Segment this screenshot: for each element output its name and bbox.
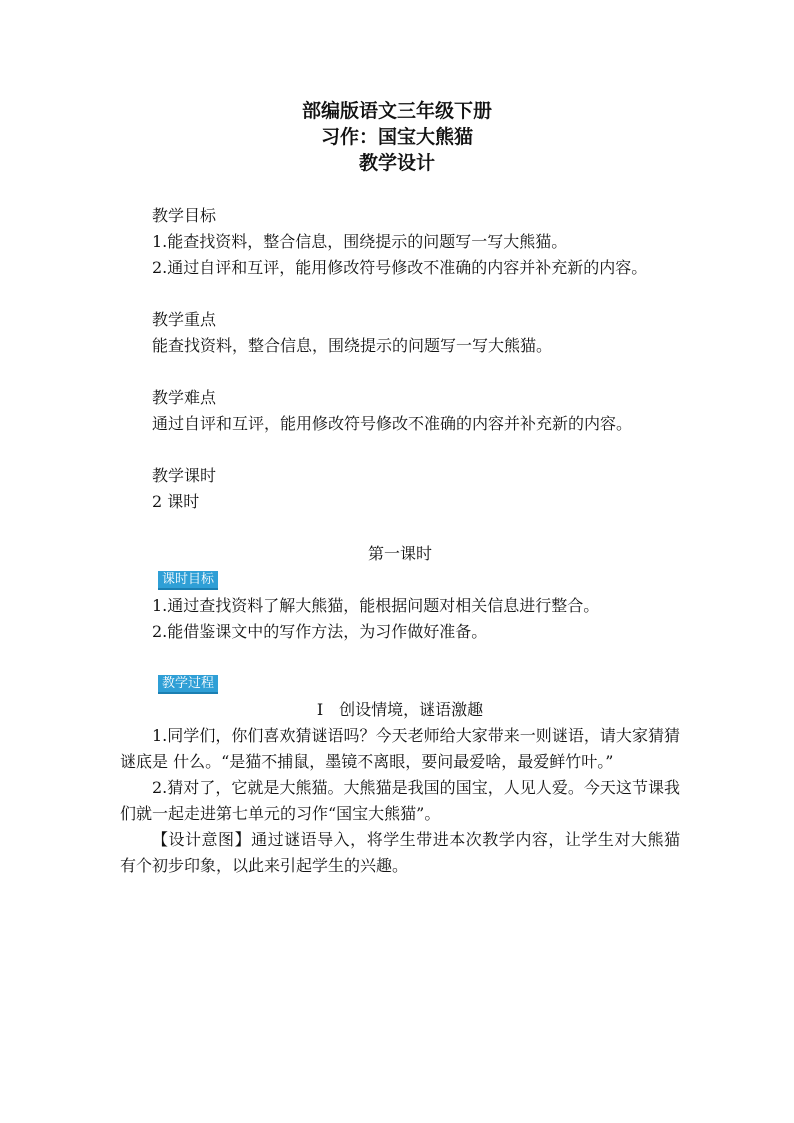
spacer — [120, 437, 680, 463]
spacer — [120, 359, 680, 385]
periods-text: 2 课时 — [152, 492, 200, 511]
process-paragraph-1: 1.同学们，你们喜欢猜谜语吗？今天老师给大家带来一则谜语，请大家猜猜谜底是 什么。“是猫不捕鼠，墨镜不离眼，要问最爱啥，最爱鲜竹叶。” — [120, 726, 680, 771]
section1-title: Ⅰ 创设情境，谜语激趣 — [316, 700, 484, 719]
difficulties-text: 通过自评和互评，能用修改符号修改不准确的内容并补充新的内容。 — [152, 414, 633, 433]
design-intent-label: 【设计意图】 — [152, 830, 252, 849]
goal-item-1: 1.能查找资料，整合信息，围绕提示的问题写一写大熊猫。 — [152, 232, 568, 251]
key-points-heading: 教学重点 — [152, 310, 217, 329]
periods-heading: 教学课时 — [152, 466, 217, 485]
process-tag: 教学过程 — [158, 675, 218, 694]
design-intent-text: 通过谜语导入，将学生带进本次教学内容，让学生对大熊猫有个初步印象，以此来引起学生的兴趣。 — [120, 830, 680, 875]
design-intent-paragraph — [120, 827, 680, 879]
title-line-topic: 习作：国宝大熊猫 — [320, 126, 473, 148]
spacer — [120, 645, 680, 671]
title-line-design: 教学设计 — [358, 152, 435, 174]
document-body — [120, 203, 680, 879]
objectives-tag-row — [120, 567, 680, 593]
spacer — [120, 515, 680, 541]
lesson1-objective-1: 1.通过查找资料了解大熊猫，能根据问题对相关信息进行整合。 — [152, 596, 600, 615]
document-title — [0, 98, 794, 176]
lesson1-objective-2: 2.能借鉴课文中的写作方法，为习作做好准备。 — [152, 622, 488, 641]
lesson1-title: 第一课时 — [367, 544, 432, 563]
spacer — [120, 281, 680, 307]
title-line-grade: 部编版语文三年级下册 — [301, 100, 492, 122]
process-tag-row — [120, 671, 680, 697]
process-paragraph-2: 2.猜对了，它就是大熊猫。大熊猫是我国的国宝，人见人爱。今天这节课我们就一起走进第七单元的习作“国宝大熊猫”。 — [120, 778, 680, 823]
key-points-text: 能查找资料，整合信息，围绕提示的问题写一写大熊猫。 — [152, 336, 553, 355]
difficulties-heading: 教学难点 — [152, 388, 217, 407]
objectives-tag: 课时目标 — [158, 571, 218, 590]
goals-heading: 教学目标 — [152, 206, 217, 225]
goal-item-2: 2.通过自评和互评，能用修改符号修改不准确的内容并补充新的内容。 — [152, 258, 648, 277]
